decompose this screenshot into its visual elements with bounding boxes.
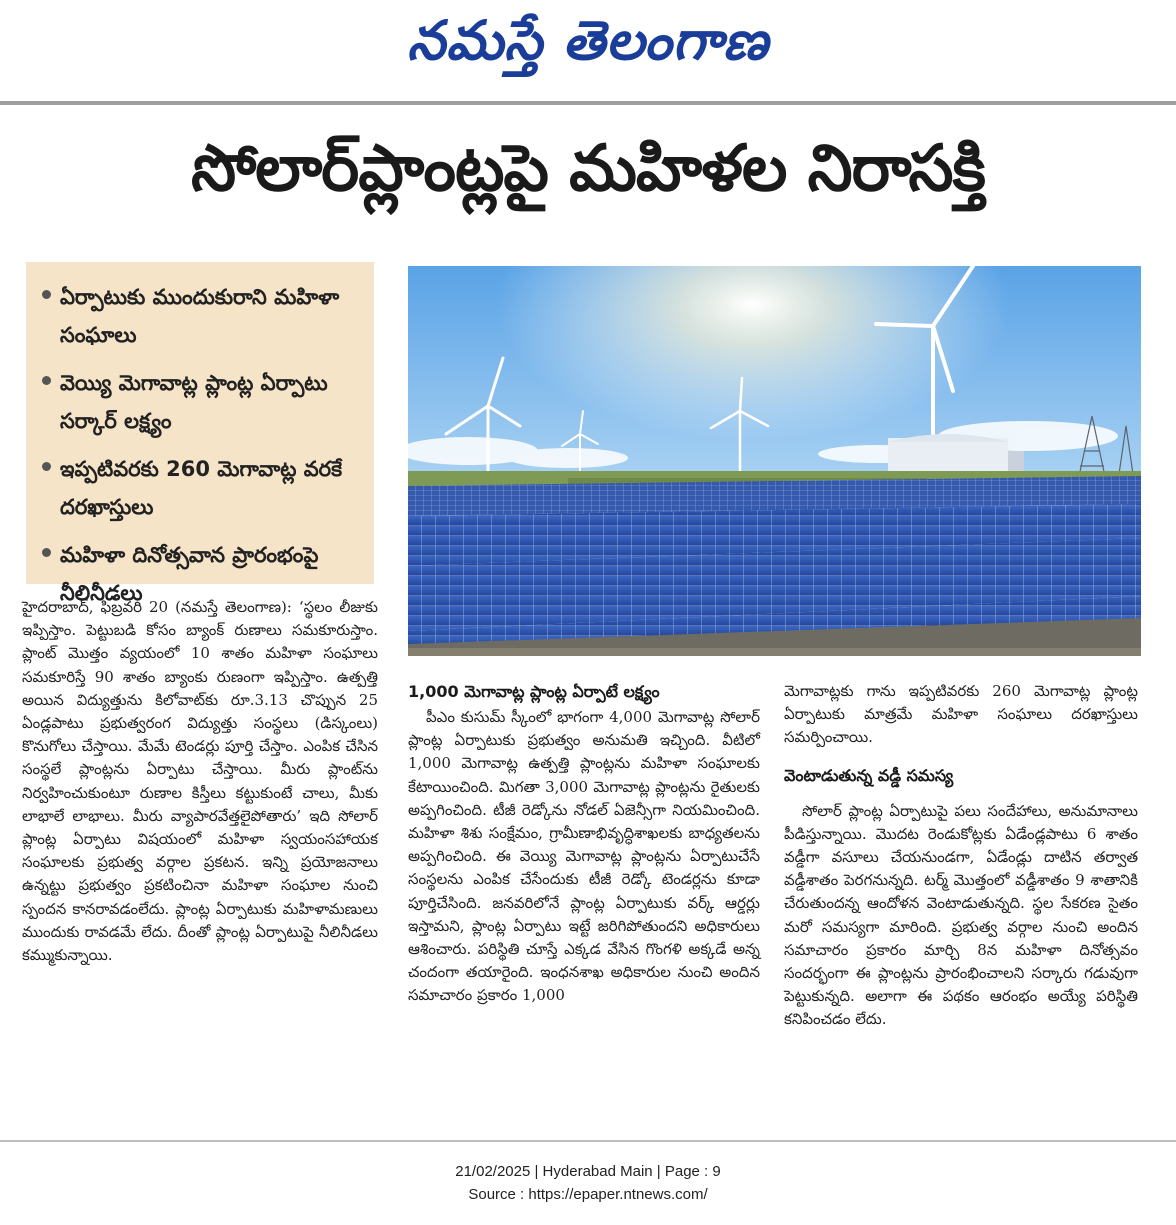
article-column-2 xyxy=(408,680,760,1008)
highlight-item xyxy=(42,364,360,440)
bullet-icon xyxy=(42,290,51,299)
highlight-text: ఇప్పటివరకు 260 మెగావాట్ల వరకే దరఖాస్తులు xyxy=(60,457,343,519)
bullet-icon xyxy=(42,376,51,385)
masthead-divider xyxy=(0,101,1176,105)
highlight-item xyxy=(42,450,360,526)
article-paragraph: పీఎం కుసుమ్‌ స్కీంలో భాగంగా 4,000 మెగావాట్ల సోలార్‌ ప్లాంట్ల ఏర్పాటుకు ప్రభుత్వం అనుమతి ఇచ్చింది. వీటిలో 1,000 మెగావాట్ల ఉత్పత్తి ప్లాంట్లను మహిళా సంఘాలకు కేటాయించింది. మిగతా 3,000 మెగావాట్ల ప్లాంట్లను రైతులకు అప్పగించింది. టీజీ రెడ్కోను నోడల్‌ ఏజెన్సీగా నియమించింది. మహిళా శిశు సంక్షేమం, గ్రామీణాభివృద్ధిశాఖలకు బాధ్యతలను అప్పగించింది. ఈ వెయ్యి మెగావాట్ల ప్లాంట్లను ఏర్పాటుచేసే సంస్థలను ఎంపిక చేసేందుకు టీజీ రెడ్కో టెండర్లను కూడా పూర్తిచేసింది. జనవరిలోనే ప్లాంట్ల ఏర్పాటుకు వర్క్‌ ఆర్డర్లు ఇస్తామని, ప్లాంట్ల ఏర్పాటు ఇట్టే జరిగిపోతుందని అధికారులు ఆశించారు. పరిస్థితి చూస్తే ఎక్కడ వేసిన గొంగళి అక్కడే అన్న చందంగా తయారైంది. ఇంధనశాఖ అధికారుల నుంచి అందిన సమాచారం ప్రకారం 1,000 xyxy=(408,708,760,1005)
article-column-1 xyxy=(22,596,378,967)
solar-wind-photo xyxy=(408,266,1141,656)
highlight-text: వెయ్యి మెగావాట్ల ప్లాంట్ల ఏర్పాటు సర్కార్‌ లక్ష్యం xyxy=(60,371,328,433)
article-paragraph: సోలార్‌ ప్లాంట్ల ఏర్పాటుపై పలు సందేహాలు, అనుమానాలు పీడిస్తున్నాయి. మొదట రెండుకోట్లకు ఏడేండ్లపాటు 6 శాతం వడ్డీగా వసూలు చేయనుండగా, ఏడేండ్లు దాటిన తర్వాత వడ్డీశాతం పెరగనున్నది. టర్మ్‌ మొత్తంలో వడ్డీశాతం 9 శాతానికి చేరుతుందన్న ఆందోళన వెంటాడుతున్నది. స్థల సేకరణ సైతం మరో సమస్యగా మారింది. ప్రభుత్వ వర్గాల నుంచి అందిన సమాచారం ప్రకారం మార్చి 8న మహిళా దినోత్సవం సందర్భంగా ఈ ప్లాంట్లను ప్రారంభించాలని సర్కారు గడువుగా పెట్టుకున్నది. అలాగా ఈ పథకం ఆరంభం అయ్యే పరిస్థితి కనిపించడం లేదు. xyxy=(784,801,1138,1029)
article-headline: సోలార్‌ప్లాంట్లపై మహిళల నిరాసక్తి xyxy=(191,132,985,206)
edition-info: 21/02/2025 | Hyderabad Main | Page : 9 xyxy=(455,1163,721,1180)
highlights-box xyxy=(26,262,374,605)
footer-divider xyxy=(0,1140,1176,1142)
highlight-text: ఏర్పాటుకు ముందుకురాని మహిళా సంఘాలు xyxy=(60,285,340,347)
article-subheading: వెంటాడుతున్న వడ్డీ సమస్య xyxy=(784,765,954,785)
bullet-icon xyxy=(42,548,51,557)
masthead xyxy=(0,0,1176,92)
article-subheading: 1,000 మెగావాట్ల ప్లాంట్ల ఏర్పాటే లక్ష్యం xyxy=(408,682,660,701)
highlight-item xyxy=(42,278,360,354)
article-column-3 xyxy=(784,680,1138,1032)
masthead-logo-text: నమస్తే తెలంగాణ xyxy=(407,8,769,72)
article-paragraph: హైదరాబాద్‌, ఫిబ్రవరి 20 (నమస్తే తెలంగాణ): ‘స్థలం లీజుకు ఇప్పిస్తాం. పెట్టుబడి కోసం బ్యాంక్‌ రుణాలు సమకూరుస్తాం. ప్లాంట్‌ మొత్తం వ్యయంలో 10 శాతం మహిళా సంఘాలు సమకూరిస్తే 90 శాతం బ్యాంకు రుణంగా ఇప్పిస్తాం. ఉత్పత్తి అయిన విద్యుత్తును కిలోవాట్‌కు రూ.3.13 చొప్పున 25 ఏండ్లపాటు ప్రభుత్వరంగ విద్యుత్తు సంస్థలు (డిస్కంలు) కొనుగోలు చేస్తాయి. మేమే టెండర్లు పూర్తి చేస్తాం. ఎంపిక చేసిన సంస్థలే ప్లాంట్లను ఏర్పాటు చేస్తాయి. మీరు ప్లాంట్‌ను నిర్వహించుకుంటూ రుణాల కిస్తీలు కట్టుకుంటే చాలు, మీకు లాభాలే లాభాలు. మీరు వ్యాపారవేత్తలైపోతారు’ ఇది సోలార్‌ ప్లాంట్ల ఏర్పాటు విషయంలో మహిళా స్వయంసహాయక సంఘాలకు ప్రభుత్వ వర్గాల ప్రకటన. ఇన్ని ప్రయోజనాలు ఉన్నట్టు ప్రభుత్వం ప్రకటించినా మహిళా సంఘాల నుంచి స్పందన కానరావడంలేదు. ప్లాంట్ల ఏర్పాటుకు మహిళామణులు ముందుకు రావడమే లేదు. దీంతో ప్లాంట్ల ఏర్పాటుపై నీలినీడలు కమ్ముకున్నాయి. xyxy=(22,598,378,965)
article-paragraph: మెగావాట్లకు గాను ఇప్పటివరకు 260 మెగావాట్ల ప్లాంట్ల ఏర్పాటుకు మాత్రమే మహిళా సంఘాలు దరఖాస్తులు సమర్పించాయి. xyxy=(784,682,1138,747)
source-link[interactable]: Source : https://epaper.ntnews.com/ xyxy=(468,1186,708,1203)
highlight-text: మహిళా దినోత్సవాన ప్రారంభంపై నీలినీడలు xyxy=(60,543,319,605)
bullet-icon xyxy=(42,462,51,471)
